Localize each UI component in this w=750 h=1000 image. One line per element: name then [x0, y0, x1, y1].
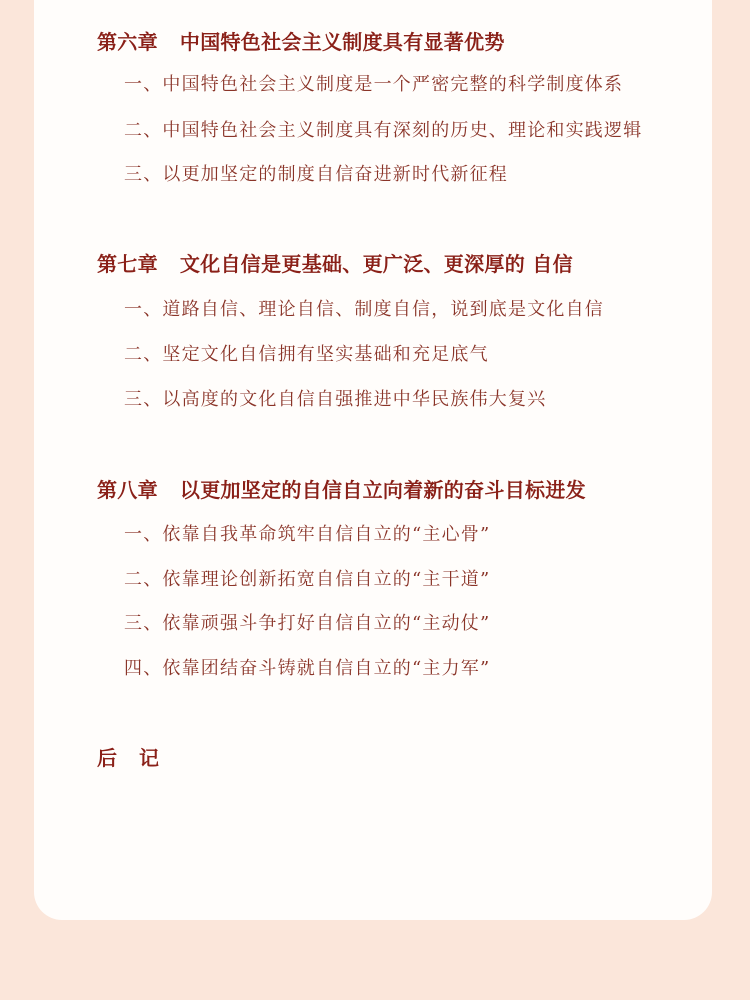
chapter-8-section-3[interactable]: 三、依靠顽强斗争打好自信自立的“主动仗”	[124, 613, 491, 634]
chapter-6-title: 中国特色社会主义制度具有显著优势	[179, 30, 505, 54]
chapter-7-title: 文化自信是更基础、更广泛、更深厚的 自信	[179, 252, 573, 276]
chapter-7-section-1[interactable]: 一、道路自信、理论自信、制度自信，说到底是文化自信	[124, 299, 604, 320]
chapter-8-heading[interactable]	[97, 474, 586, 503]
chapter-6-section-3[interactable]: 三、以更加坚定的制度自信奋进新时代新征程	[124, 164, 508, 185]
chapter-6-section-2[interactable]: 二、中国特色社会主义制度具有深刻的历史、理论和实践逻辑	[124, 120, 643, 141]
chapter-7-section-2[interactable]: 二、坚定文化自信拥有坚实基础和充足底气	[124, 344, 489, 365]
chapter-8-number: 第八章	[97, 478, 158, 502]
chapter-7-number: 第七章	[97, 252, 158, 276]
chapter-7-section-3[interactable]: 三、以高度的文化自信自强推进中华民族伟大复兴	[124, 389, 547, 410]
chapter-6-number: 第六章	[97, 30, 158, 54]
afterword-heading[interactable]: 后记	[97, 746, 181, 770]
chapter-6-heading[interactable]	[97, 26, 505, 55]
chapter-8-section-2[interactable]: 二、依靠理论创新拓宽自信自立的“主干道”	[124, 569, 491, 590]
chapter-8-title: 以更加坚定的自信自立向着新的奋斗目标进发	[179, 478, 586, 502]
chapter-8-section-1[interactable]: 一、依靠自我革命筑牢自信自立的“主心骨”	[124, 524, 491, 545]
chapter-6-section-1[interactable]: 一、中国特色社会主义制度是一个严密完整的科学制度体系	[124, 74, 624, 95]
chapter-7-heading[interactable]	[97, 248, 573, 277]
chapter-8-section-4[interactable]: 四、依靠团结奋斗铸就自信自立的“主力军”	[124, 658, 491, 679]
